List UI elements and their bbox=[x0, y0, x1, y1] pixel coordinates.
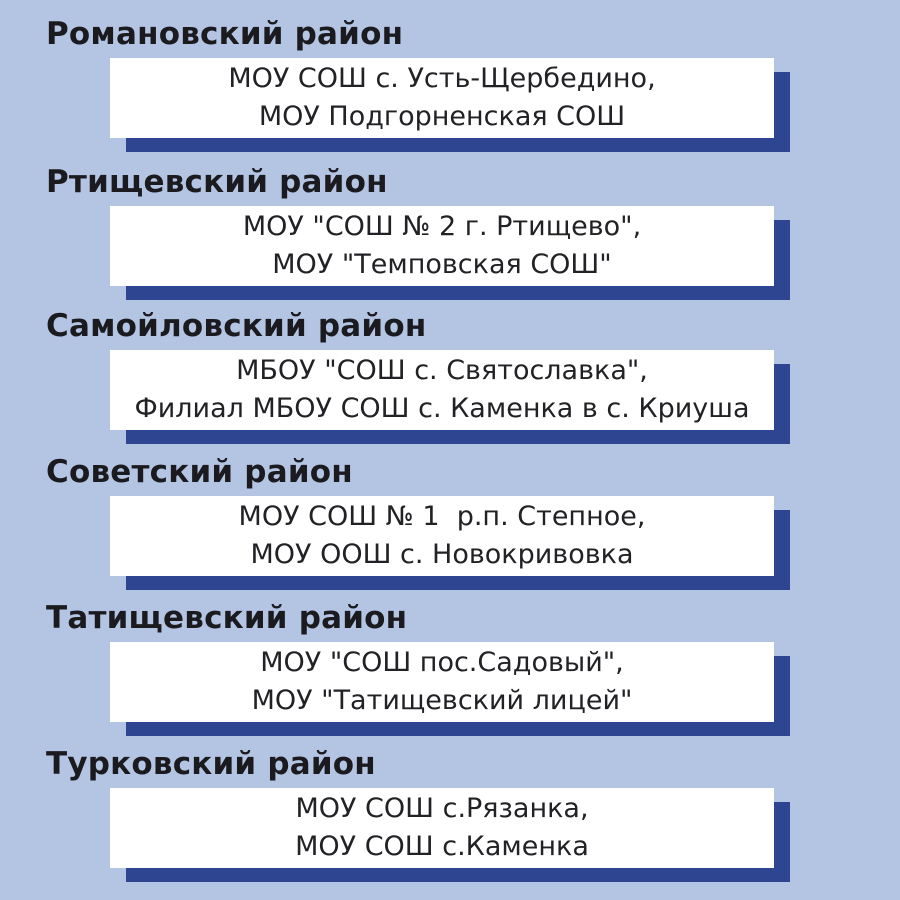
schools-list bbox=[110, 642, 774, 722]
school-entry: МОУ ООШ с. Новокривовка bbox=[250, 539, 634, 570]
school-entry: МОУ СОШ с. Усть-Щербедино, bbox=[228, 63, 656, 94]
district-heading: Романовский район bbox=[46, 16, 404, 52]
schools-card bbox=[110, 496, 774, 576]
schools-list bbox=[110, 496, 774, 576]
schools-card bbox=[110, 206, 774, 286]
schools-list bbox=[110, 206, 774, 286]
school-entry: МОУ СОШ с.Каменка bbox=[295, 831, 589, 862]
schools-list bbox=[110, 788, 774, 868]
schools-list bbox=[110, 350, 774, 430]
school-entry: МОУ "Татищевский лицей" bbox=[251, 685, 633, 716]
schools-card bbox=[110, 350, 774, 430]
schools-card bbox=[110, 58, 774, 138]
school-entry: МОУ Подгорненская СОШ bbox=[258, 101, 626, 132]
school-entry: МОУ "СОШ № 2 г. Ртищево", bbox=[242, 211, 642, 242]
schools-list bbox=[110, 58, 774, 138]
district-heading: Самойловский район bbox=[46, 308, 427, 344]
school-entry: МОУ СОШ № 1 р.п. Степное, bbox=[238, 501, 646, 532]
school-entry: МОУ "Темповская СОШ" bbox=[272, 249, 612, 280]
district-heading: Турковский район bbox=[46, 746, 376, 782]
district-heading: Татищевский район bbox=[46, 600, 408, 636]
school-entry: Филиал МБОУ СОШ с. Каменка в с. Криуша bbox=[134, 393, 750, 424]
school-entry: МБОУ "СОШ с. Святославка", bbox=[236, 355, 648, 386]
district-heading: Ртищевский район bbox=[46, 164, 388, 200]
school-entry: МОУ "СОШ пос.Садовый", bbox=[260, 647, 624, 678]
schools-card bbox=[110, 642, 774, 722]
district-heading: Советский район bbox=[46, 454, 353, 490]
schools-card bbox=[110, 788, 774, 868]
school-entry: МОУ СОШ с.Рязанка, bbox=[295, 793, 589, 824]
